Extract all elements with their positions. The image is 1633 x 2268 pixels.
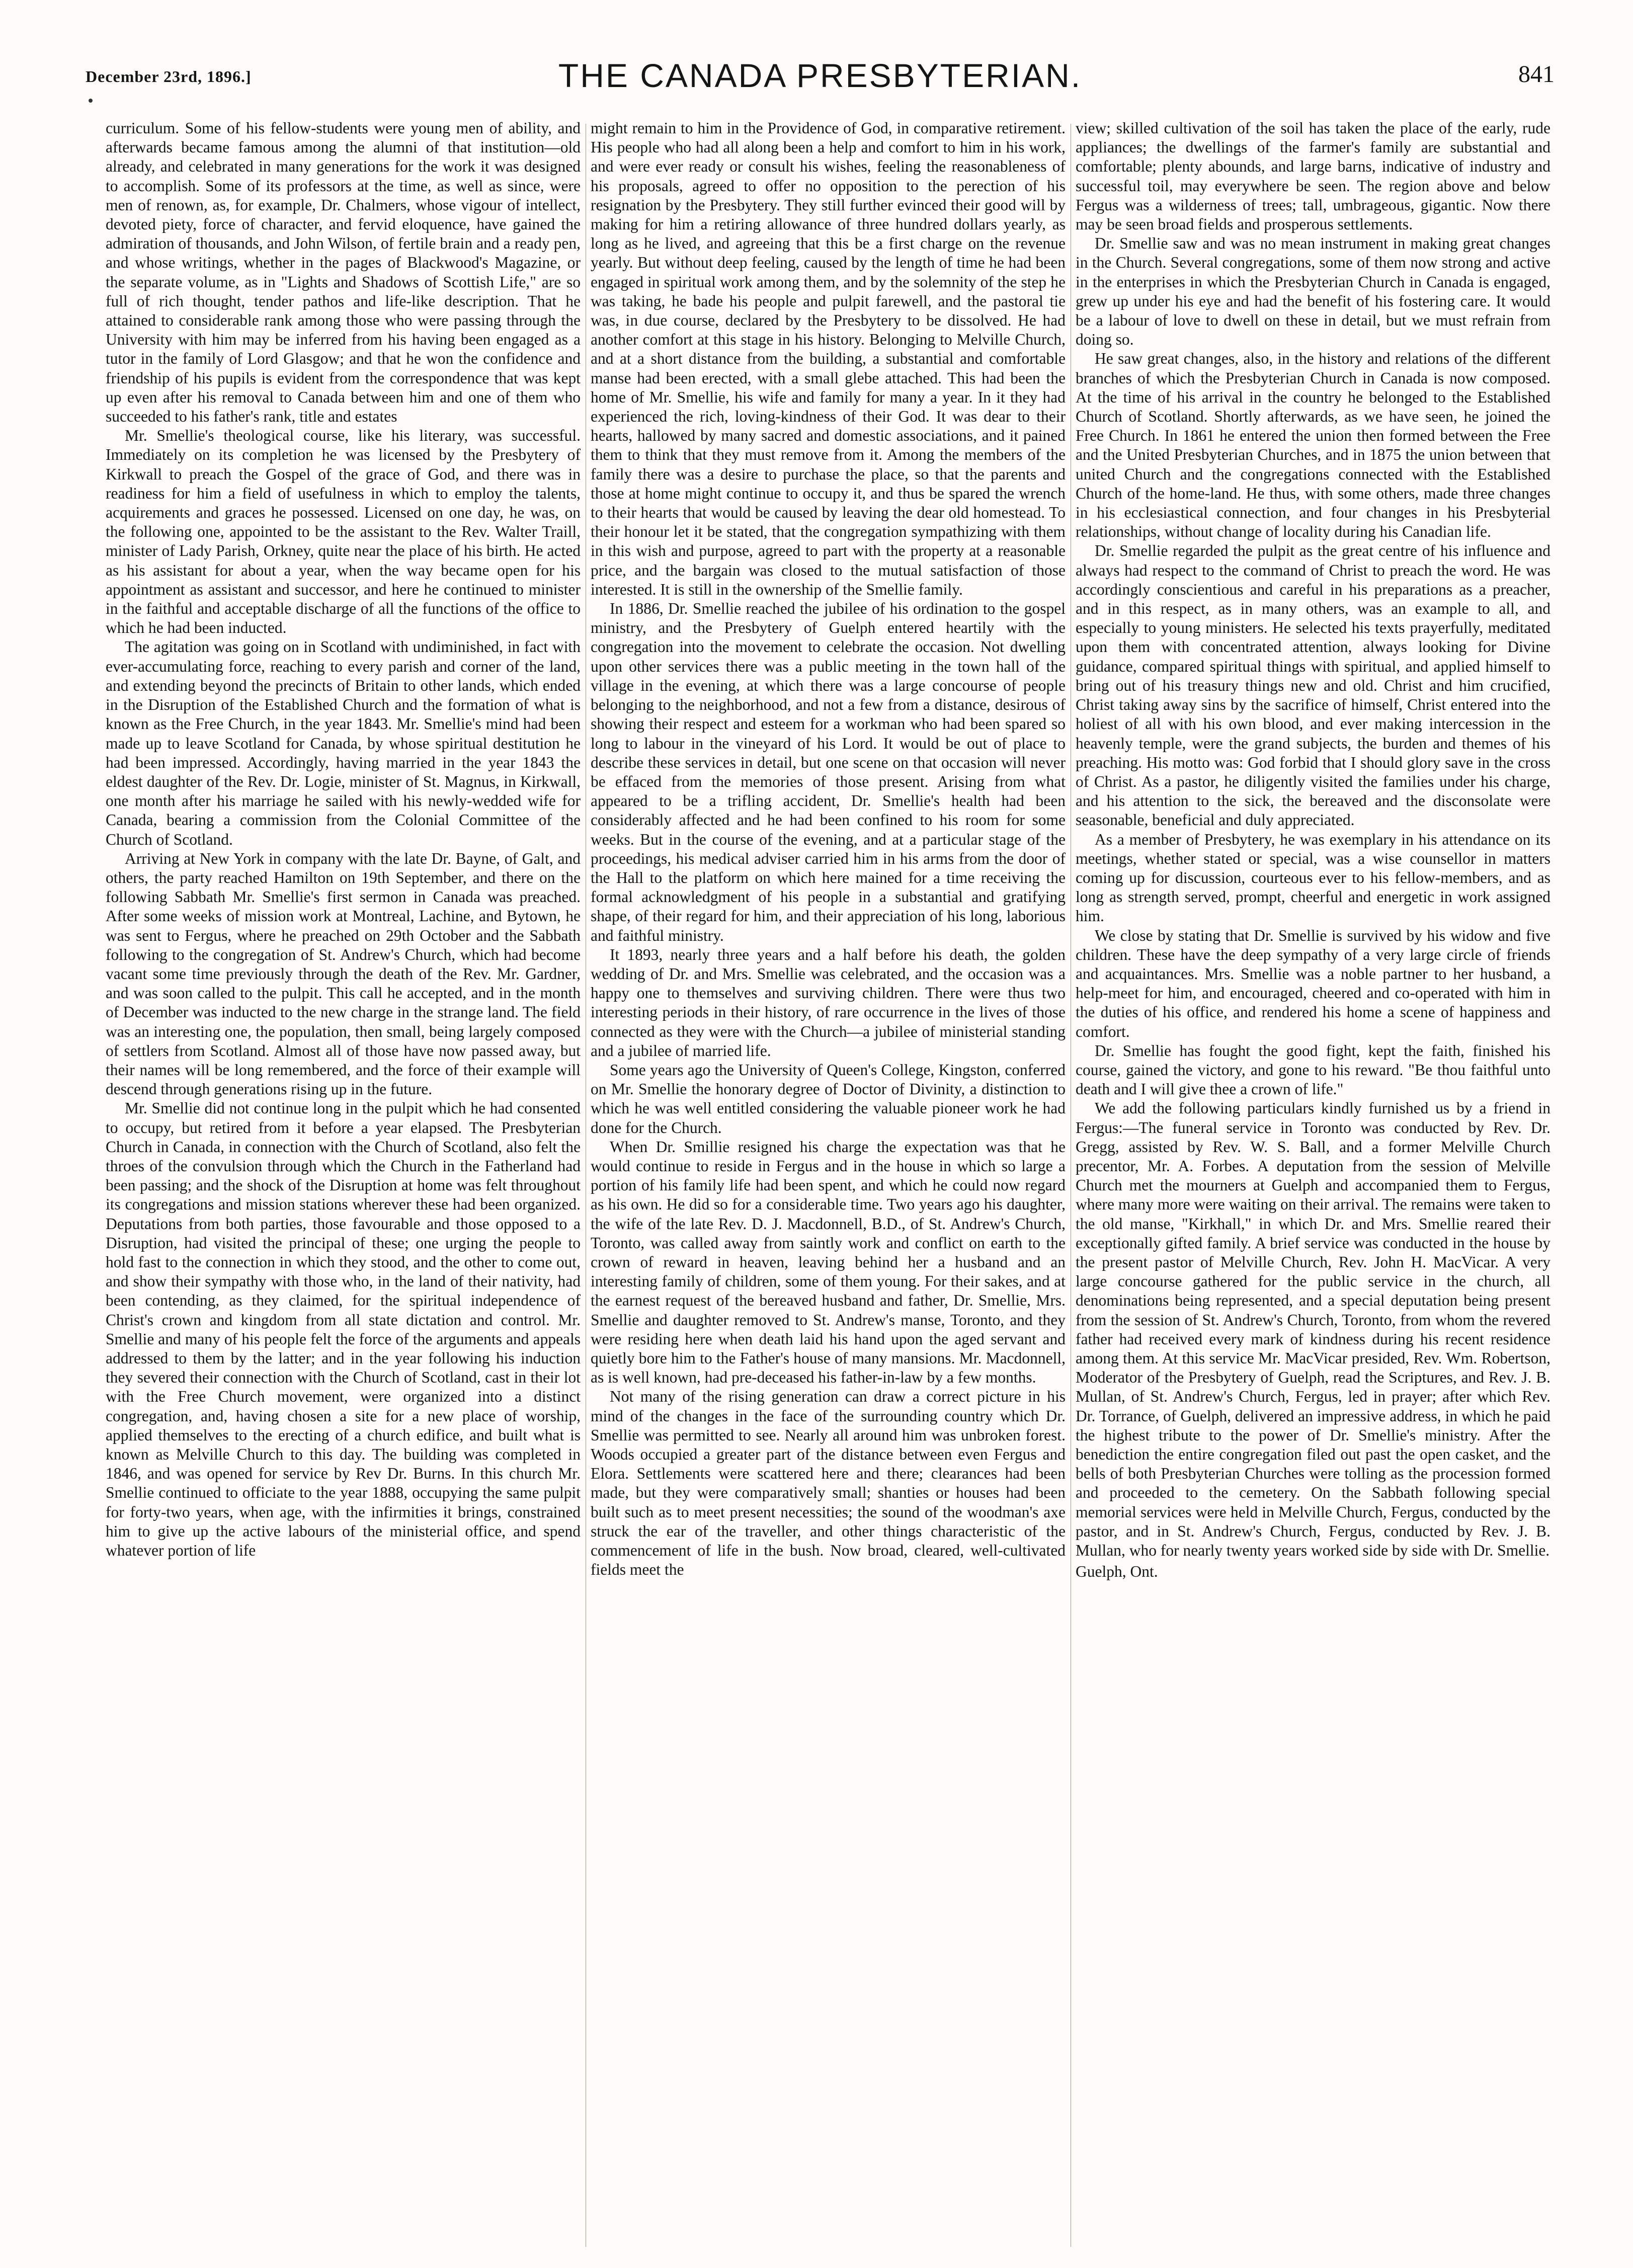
article-body bbox=[106, 119, 1556, 2252]
paragraph: In 1886, Dr. Smellie reached the jubilee of his ordination to the gospel ministry, and the Presbytery of Guelph entered heartily with the congregation into the movement to celebrate the occasion. Not dwelling upon other services there was a public meeting in the town hall of the village in the evening, at which there was a large concourse of people belonging to the neighborhood, and not a few from a distance, desirous of showing their respect and esteem for a workman who had been spared so long to labour in the vineyard of his Lord. It would be out of place to describe these services in detail, but one scene on that occasion will never be effaced from the memories of those present. Arising from what appeared to be a trifling accident, Dr. Smellie's health had been considerably affected and he had been confined to his room for some weeks. But in the course of the evening, and at a particular stage of the proceedings, his medical adviser carried him in his arms from the door of the Hall to the platform on which here mained for a time receiving the formal acknowledgment of his people in a substantial and gratifying shape, of their regard for him, and their appreciation of his long, laborious and faithful ministry. bbox=[591, 600, 1066, 944]
paragraph: view; skilled cultivation of the soil has taken the place of the early, rude appliances; the dwellings of the farmer's family are substantial and comfortable; plenty abounds, and large barns, indicative of industry and successful toil, may everywhere be seen. The region above and below Fergus was a wilderness of trees; tall, umbrageous, gigantic. Now there may be seen broad fields and prosperous settlements. bbox=[1076, 119, 1550, 233]
paragraph: He saw great changes, also, in the history and relations of the different branches of which the Presbyterian Church in Canada is now composed. At the time of his arrival in the country he belonged to the Established Church of Scotland. Shortly afterwards, as we have seen, he joined the Free Church. In 1861 he entered the union then formed between the Free and the United Presbyterian Churches, and in 1875 the union between that united Church and the congregations connected with the Established Church of the home-land. He thus, with some others, made three changes in his ecclesiastical connection, and four changes in his Presbyterial relationships, without change of locality during his Canadian life. bbox=[1076, 350, 1550, 541]
paragraph: Mr. Smellie's theological course, like his literary, was successful. Immediately on its completion he was licensed by the Presbytery of Kirkwall to preach the Gospel of the grace of God, and there was in readiness for him a field of usefulness in which to employ the talents, acquirements and graces he possessed. Licensed on one day, he was, on the following one, appointed to be the assistant to the Rev. Walter Traill, minister of Lady Parish, Orkney, quite near the place of his birth. He acted as his assistant for about a year, when the way became open for his appointment as assistant and successor, and here he continued to minister in the faithful and acceptable discharge of all the functions of the office to which he had been inducted. bbox=[106, 427, 581, 637]
masthead-title: THE CANADA PRESBYTERIAN. bbox=[558, 57, 1082, 94]
paragraph: Arriving at New York in company with the late Dr. Bayne, of Galt, and others, the party reached Hamilton on 19th September, and there on the following Sabbath Mr. Smellie's first sermon in Canada was preached. After some weeks of mission work at Montreal, Lachine, and Bytown, he was sent to Fergus, where he preached on 29th October and the Sabbath following to the congregation of St. Andrew's Church, which had become vacant some time previously through the death of the Rev. Mr. Gardner, and was soon called to the pulpit. This call he accepted, and in the month of December was inducted to the new charge in the strange land. The field was an interesting one, the population, then small, being largely composed of settlers from Scotland. Almost all of those have now passed away, but their names will be long remembered, and the force of their example will descend through generations rising up in the future. bbox=[106, 849, 581, 1098]
paragraph: Dr. Smellie saw and was no mean instrument in making great changes in the Church. Several congregations, some of them now strong and active in the enterprises in which the Presbyterian Church in Canada is engaged, grew up under his eye and had the benefit of his fostering care. It would be a labour of love to dwell on these in detail, but we must refrain from doing so. bbox=[1076, 234, 1550, 349]
paragraph: We add the following particulars kindly furnished us by a friend in Fergus:—The funeral service in Toronto was conducted by Rev. Dr. Gregg, assisted by Rev. W. S. Ball, and a former Melville Church precentor, Mr. A. Forbes. A deputation from the session of Melville Church met the mourners at Guelph and accompanied them to Fergus, where many more were waiting on their arrival. The remains were taken to the old manse, "Kirkhall," in which Dr. and Mrs. Smellie reared their exceptionally gifted family. A brief service was conducted in the house by the present pastor of Melville Church, Rev. John H. MacVicar. A very large concourse gathered for the public service in the church, all denominations being represented, and a special deputation being present from the session of St. Andrew's Church, Toronto, from whom the revered father had received every mark of kindness during his recent residence among them. At this service Mr. MacVicar presided, Rev. Wm. Robertson, Moderator of the Presbytery of Guelph, read the Scriptures, and Rev. J. B. Mullan, of St. Andrew's Church, Fergus, led in prayer; after which Rev. Dr. Torrance, of Guelph, delivered an impressive address, in which he paid the highest tribute to the power of Dr. Smellie's ministry. After the benediction the entire congregation filed out past the open casket, and the bells of both Presbyterian Churches were tolling as the procession formed and proceeded to the cemetery. On the Sabbath following special memorial services were held in Melville Church, Fergus, conducted by the pastor, and in St. Andrew's Church, Fergus, conducted by Rev. J. B. Mullan, who for nearly twenty years worked side by side with Dr. Smellie. bbox=[1076, 1099, 1550, 1560]
paragraph: Some years ago the University of Queen's College, Kingston, conferred on Mr. Smellie the honorary degree of Doctor of Divinity, a distinction to which he was well entitled considering the valuable pioneer work he had done for the Church. bbox=[591, 1061, 1066, 1137]
paragraph: As a member of Presbytery, he was exemplary in his attendance on its meetings, whether stated or special, was a wise counsellor in matters coming up for discussion, courteous ever to his fellow-members, and as long as strength served, prompt, cheerful and energetic in work assigned him. bbox=[1076, 830, 1550, 925]
paragraph: Not many of the rising generation can draw a correct picture in his mind of the changes in the face of the surrounding country which Dr. Smellie was permitted to see. Nearly all around him was unbroken forest. Woods occupied a greater part of the distance between even Fergus and Elora. Settlements were scattered here and there; clearances had been made, but they were comparatively small; shanties or houses had been built such as to meet present necessities; the sound of the woodman's axe struck the ear of the traveller, and other things characteristic of the commencement of life in the bush. Now broad, cleared, well-cultivated fields meet the bbox=[591, 1388, 1066, 1579]
paragraph: might remain to him in the Providence of God, in comparative retirement. His people who had all along been a help and comfort to him in his work, and were ever ready or consult his wishes, feeling the reasonableness of his proposals, agreed to offer no opposition to the perection of his resignation by the Presbytery. They still further evinced their good will by making for him a retiring allowance of three hundred dollars yearly, as long as he lived, and agreeing that this be a first charge on the revenue yearly. But without deep feeling, caused by the length of time he had been engaged in spiritual work among them, and by the solemnity of the step he was taking, he bade his people and pulpit farewell, and the pastoral tie was, in due course, declared by the Presbytery to be dissolved. He had another comfort at this stage in his history. Belonging to Melville Church, and at a short distance from the building, a substantial and comfortable manse had been erected, with a small glebe attached. This had been the home of Mr. Smellie, his wife and family for many a year. In it they had experienced the rich, loving-kindness of their God. It was dear to their hearts, hallowed by many sacred and domestic associations, and it pained them to think that they must remove from it. Among the members of the family there was a desire to purchase the place, so that the parents and those at home might continue to occupy it, and thus be spared the wrench to their hearts that would be caused by leaving the dear old homestead. To their honour let it be stated, that the congregation sympathizing with them in this wish and purpose, agreed to part with the property at a reasonable price, and the bargain was closed to the mutual satisfaction of those interested. It is still in the ownership of the Smellie family. bbox=[591, 119, 1066, 598]
paragraph: When Dr. Smillie resigned his charge the expectation was that he would continue to reside in Fergus and in the house in which so large a portion of his family life had been spent, and which he could now regard as his own. He did so for a considerable time. Two years ago his daughter, the wife of the late Rev. D. J. Macdonnell, B.D., of St. Andrew's Church, Toronto, was called away from saintly work and conflict on earth to the crown of reward in heaven, leaving behind her a husband and an interesting family of children, some of them young. For their sakes, and at the earnest request of the bereaved husband and father, Dr. Smellie, Mrs. Smellie and daughter removed to St. Andrew's manse, Toronto, and they were residing here when death laid his hand upon the aged servant and quietly bore him to the Father's house of many mansions. Mr. Macdonnell, as is well known, had pre-deceased his father-in-law by a few months. bbox=[591, 1138, 1066, 1387]
page-number: 841 bbox=[1518, 61, 1555, 88]
column-2 bbox=[591, 119, 1066, 2252]
paragraph: curriculum. Some of his fellow-students were young men of ability, and afterwards became famous among the alumni of that institution—old already, and celebrated in many generations for the work it was designed to accomplish. Some of its professors at the time, as well as since, were men of renown, as, for example, Dr. Chalmers, whose vigour of intellect, devoted piety, force of character, and fervid eloquence, have gained the admiration of thousands, and John Wilson, of fertile brain and a ready pen, and whose writings, whether in the pages of Blackwood's Magazine, or the separate volume, as in "Lights and Shadows of Scottish Life," are so full of rich thought, tender pathos and life-like description. That he attained to considerable rank among those who were passing through the University with him may be inferred from his having been engaged as a tutor in the family of Lord Glasgow; and that he won the confidence and friendship of his pupils is evident from the correspondence that was kept up even after his removal to Canada between him and one of them who succeeded to his father's rank, title and estates bbox=[106, 119, 581, 426]
paragraph: It 1893, nearly three years and a half before his death, the golden wedding of Dr. and Mrs. Smellie was celebrated, and the occasion was a happy one to themselves and surviving children. There were thus two interesting periods in their history, of rare occurrence in the lives of those connected as they were with the Church—a jubilee of ministerial standing and a jubilee of married life. bbox=[591, 945, 1066, 1060]
page-header bbox=[86, 56, 1555, 112]
column-3 bbox=[1076, 119, 1550, 2252]
header-date: December 23rd, 1896.] bbox=[86, 67, 252, 86]
column-1 bbox=[106, 119, 581, 2252]
paragraph: Mr. Smellie did not continue long in the pulpit which he had consented to occupy, but retired from it before a year elapsed. The Presbyterian Church in Canada, in connection with the Church of Scotland, also felt the throes of the convulsion through which the Church in the Fatherland had been passing; and the shock of the Disruption at home was felt throughout its congregations and mission stations wherever these had been organized. Deputations from both parties, those favourable and those opposed to a Disruption, had visited the principal of these; one urging the people to hold fast to the connection in which they stood, and the other to come out, and show their sympathy with those who, in the land of their nativity, had been contending, as they claimed, for the spiritual independence of Christ's crown and kingdom from all state dictation and control. Mr. Smellie and many of his people felt the force of the arguments and appeals addressed to them by the latter; and in the year following his induction they severed their connection with the Church of Scotland, cast in their lot with the Free Church movement, were organized into a distinct congregation, and, having chosen a site for a new place of worship, applied themselves to the erecting of a church edifice, and built what is known as Melville Church to this day. The building was completed in 1846, and was opened for service by Rev Dr. Burns. In this church Mr. Smellie continued to officiate to the year 1888, occupying the same pulpit for forty-two years, when age, with the infirmities it brings, constrained him to give up the active labours of the ministerial office, and spend whatever portion of life bbox=[106, 1099, 581, 1560]
article-signature: Guelph, Ont. bbox=[1076, 1563, 1158, 1581]
paragraph: Dr. Smellie regarded the pulpit as the great centre of his influence and always had respect to the command of Christ to preach the word. He was accordingly conscientious and careful in his preparations as a preacher, and in this respect, as in many others, was an example to all, and especially to young ministers. He selected his texts prayerfully, meditated upon them with concentrated attention, always looking for Divine guidance, compared spiritual things with spiritual, and applied himself to bring out of his treasury things new and old. Christ and him crucified, Christ taking away sins by the sacrifice of himself, Christ entered into the holiest of all with his own blood, and ever making intercession in the heavenly temple, were the grand subjects, the burden and themes of his preaching. His motto was: God forbid that I should glory save in the cross of Christ. As a pastor, he diligently visited the families under his charge, and his attention to the sick, the bereaved and the disconsolate were seasonable, beneficial and duly appreciated. bbox=[1076, 542, 1550, 829]
paragraph: Dr. Smellie has fought the good fight, kept the faith, finished his course, gained the victory, and gone to his reward. "Be thou faithful unto death and I will give thee a crown of life." bbox=[1076, 1041, 1550, 1098]
paragraph: The agitation was going on in Scotland with undiminished, in fact with ever-accumulating force, reaching to every parish and corner of the land, and extending beyond the precincts of Britain to other lands, which ended in the Disruption of the Established Church and the formation of what is known as the Free Church, in the year 1843. Mr. Smellie's mind had been made up to leave Scotland for Canada, by whose spiritual destitution he had been impressed. Accordingly, having married in the year 1843 the eldest daughter of the Rev. Dr. Logie, minister of St. Magnus, in Kirkwall, one month after his marriage he sailed with his newly-wedded wife for Canada, bearing a commission from the Colonial Committee of the Church of Scotland. bbox=[106, 638, 581, 848]
paragraph: We close by stating that Dr. Smellie is survived by his widow and five children. These have the deep sympathy of a very large circle of friends and acquaintances. Mrs. Smellie was a noble partner to her husband, a help-meet for him, and encouraged, cheered and co-operated with him in the duties of his office, and rendered his home a scene of happiness and comfort. bbox=[1076, 926, 1550, 1040]
